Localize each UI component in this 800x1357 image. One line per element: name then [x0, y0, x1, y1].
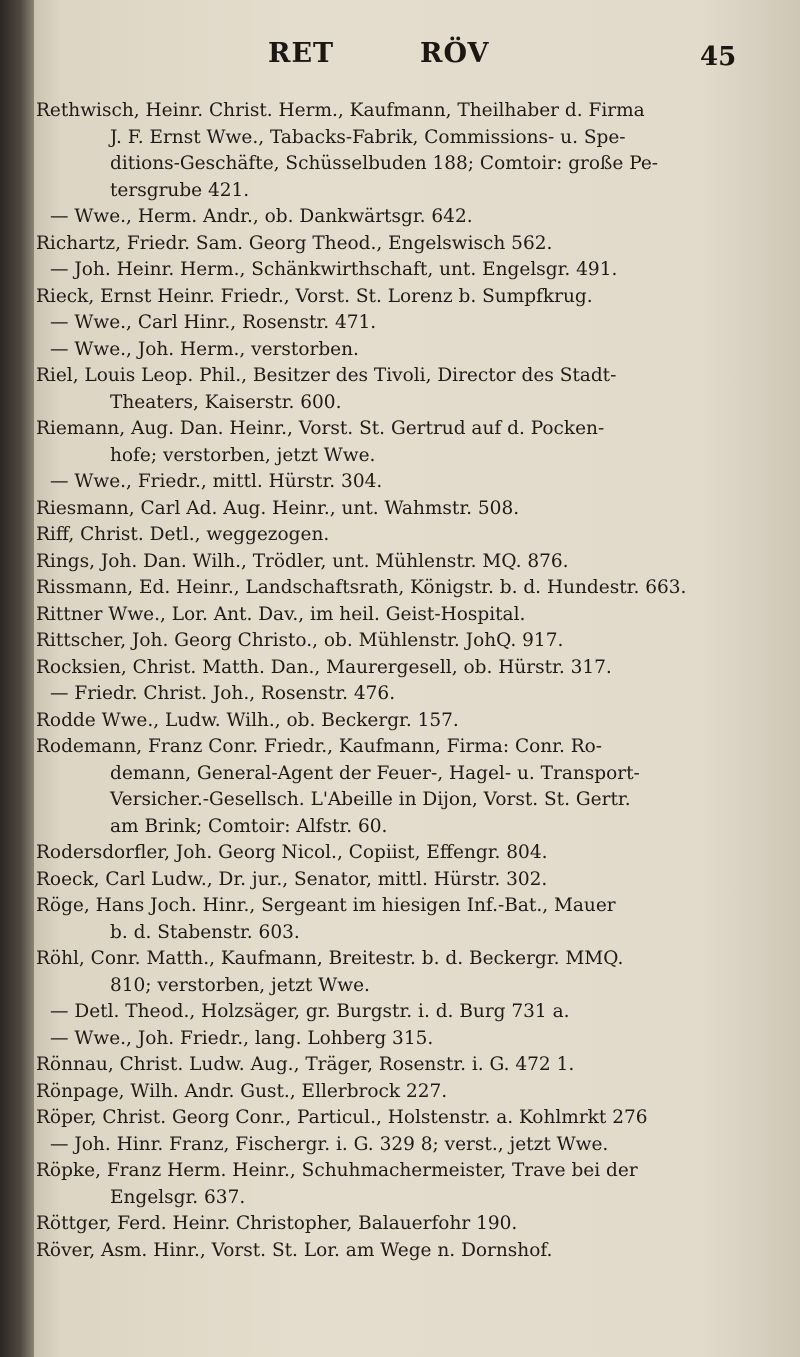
entry-line: Roeck, Carl Ludw., Dr. jur., Senator, mittl. Hürstr. 302. [36, 868, 548, 890]
entry-line: Röhl, Conr. Matth., Kaufmann, Breitestr. b. d. Beckergr. MMQ. [36, 948, 624, 969]
entry-line: Riesmann, Carl Ad. Aug. Heinr., unt. Wahmstr. 508. [36, 497, 520, 519]
entry-line: b. d. Stabenstr. 603. [110, 921, 300, 943]
entry-line: — Friedr. Christ. Joh., Rosenstr. 476. [50, 683, 396, 704]
entry-line: tersgrube 421. [110, 179, 250, 201]
entry-line: ditions-Geschäfte, Schüsselbuden 188; Comtoir: große Pe- [110, 153, 659, 174]
entry-line: Rittner Wwe., Lor. Ant. Dav., im heil. Geist-Hospital. [36, 603, 526, 625]
entry-line: Röver, Asm. Hinr., Vorst. St. Lor. am Wege n. Dornshof. [36, 1239, 553, 1261]
entry-line: Versicher.-Gesellsch. L'Abeille in Dijon, Vorst. St. Gertr. [110, 789, 631, 810]
entry-line: — Wwe., Herm. Andr., ob. Dankwärtsgr. 642. [50, 206, 473, 227]
entry-line: Röge, Hans Joch. Hinr., Sergeant im hiesigen Inf.-Bat., Mauer [36, 895, 616, 916]
entry-line: Röttger, Ferd. Heinr. Christopher, Balauerfohr 190. [36, 1213, 518, 1234]
entry-line: — Wwe., Friedr., mittl. Hürstr. 304. [50, 471, 383, 492]
entry-line: J. F. Ernst Wwe., Tabacks-Fabrik, Commissions- u. Spe- [110, 126, 626, 148]
entry-line: Rocksien, Christ. Matth. Dan., Maurergesell, ob. Hürstr. 317. [36, 656, 612, 678]
entry-line: — Joh. Hinr. Franz, Fischergr. i. G. 329 8; verst., jetzt Wwe. [50, 1133, 609, 1155]
entry-line: Rings, Joh. Dan. Wilh., Trödler, unt. Mühlenstr. MQ. 876. [36, 550, 569, 572]
entry-line: Rodde Wwe., Ludw. Wilh., ob. Beckergr. 157. [36, 709, 459, 731]
entry-line: — Wwe., Carl Hinr., Rosenstr. 471. [50, 312, 377, 333]
entry-line: Röper, Christ. Georg Conr., Particul., Holstenstr. a. Kohlmrkt 276 [36, 1107, 648, 1128]
page-number: 45 [700, 42, 737, 72]
entry-line: — Wwe., Joh. Friedr., lang. Lohberg 315. [50, 1027, 434, 1049]
binding-gutter [0, 0, 34, 1357]
entry-line: Riff, Christ. Detl., weggezogen. [36, 524, 330, 545]
entry-line: Rissmann, Ed. Heinr., Landschaftsrath, Königstr. b. d. Hundestr. 663. [36, 577, 687, 598]
entry-line: am Brink; Comtoir: Alfstr. 60. [110, 815, 388, 837]
entry-line: Engelsgr. 637. [110, 1186, 246, 1208]
entry-line: Rethwisch, Heinr. Christ. Herm., Kaufmann, Theilhaber d. Firma [36, 100, 645, 121]
entry-line: hofe; verstorben, jetzt Wwe. [110, 444, 376, 466]
entry-line: Rieck, Ernst Heinr. Friedr., Vorst. St. Lorenz b. Sumpfkrug. [36, 285, 593, 307]
entry-line: Richartz, Friedr. Sam. Georg Theod., Engelswisch 562. [36, 232, 553, 254]
entry-line: Riel, Louis Leop. Phil., Besitzer des Tivoli, Director des Stadt- [36, 365, 617, 386]
entry-line: — Joh. Heinr. Herm., Schänkwirthschaft, unt. Engelsgr. 491. [50, 259, 618, 280]
running-header [0, 38, 800, 78]
entry-line: 810; verstorben, jetzt Wwe. [110, 974, 370, 996]
entry-line: demann, General-Agent der Feuer-, Hagel- u. Transport- [110, 762, 640, 784]
directory-entries [36, 98, 738, 1264]
header-right-guide: RÖV [420, 38, 490, 69]
entry-line: Röpke, Franz Herm. Heinr., Schuhmachermeister, Trave bei der [36, 1160, 638, 1181]
entry-line: Rittscher, Joh. Georg Christo., ob. Mühlenstr. JohQ. 917. [36, 630, 564, 651]
entry-line: Rönpage, Wilh. Andr. Gust., Ellerbrock 227. [36, 1080, 448, 1102]
header-left-guide: RET [268, 38, 335, 69]
entry-line: Rodemann, Franz Conr. Friedr., Kaufmann, Firma: Conr. Ro- [36, 736, 603, 757]
entry-line: — Wwe., Joh. Herm., verstorben. [50, 338, 359, 360]
entry-line: Riemann, Aug. Dan. Heinr., Vorst. St. Gertrud auf d. Pocken- [36, 418, 605, 439]
entry-line: Theaters, Kaiserstr. 600. [110, 391, 342, 413]
entry-line: — Detl. Theod., Holzsäger, gr. Burgstr. i. d. Burg 731 a. [50, 1001, 570, 1022]
entry-line: Rönnau, Christ. Ludw. Aug., Träger, Rosenstr. i. G. 472 1. [36, 1054, 575, 1075]
entry-line: Rodersdorfler, Joh. Georg Nicol., Copiist, Effengr. 804. [36, 842, 548, 863]
